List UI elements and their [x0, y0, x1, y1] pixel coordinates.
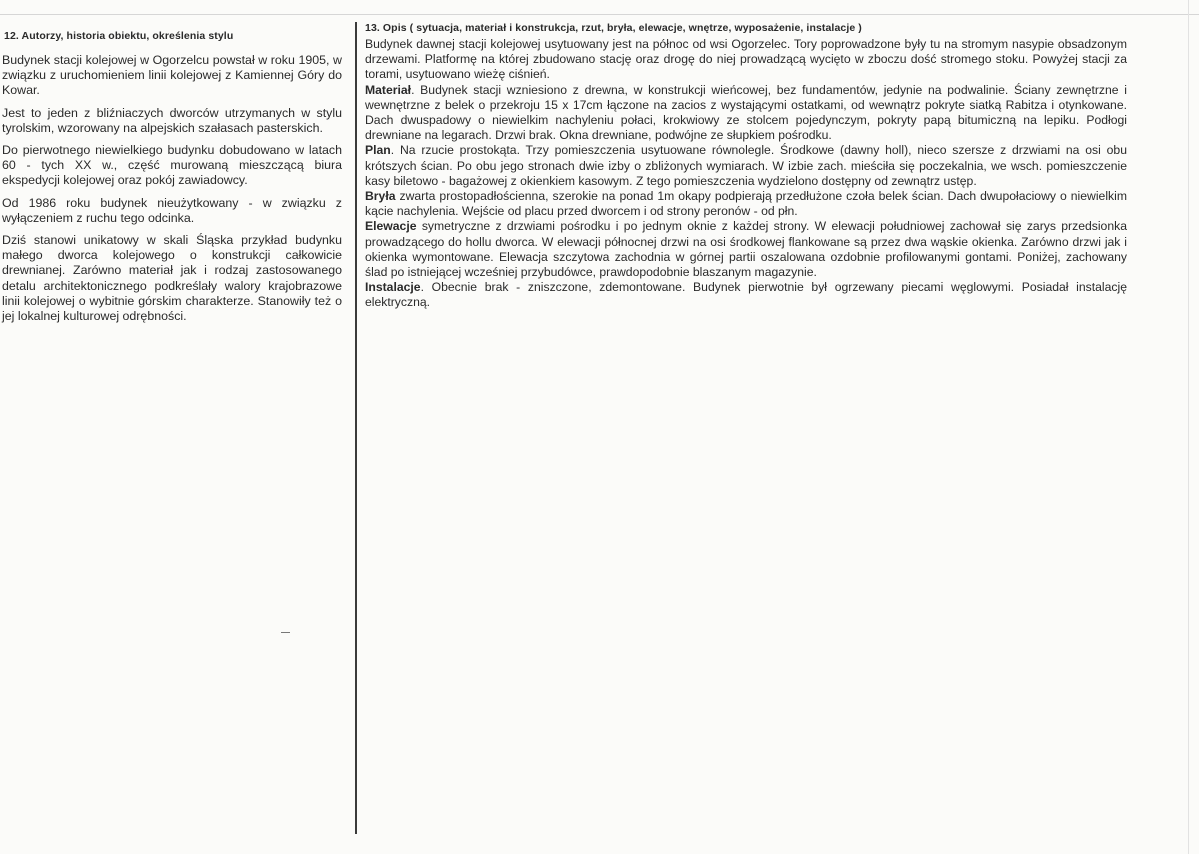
top-rule [0, 14, 1199, 15]
section-text: . Na rzucie prostokąta. Trzy pomieszczenia usytuowane równolegle. Środkowe (dawny holl), nieco szersze z drzwiami na osi obu krótszych ścian. Po obu jego stronach dwie izby o zbliżonych wymiarach. W izbie zach. mieściła się poczekalnia, we wsch. pomieszczenie kasy biletowo - bagażowej z okienkiem kasowym. Z tego pomieszczenia wydzielono dostępny od zewnątrz ustęp. [365, 143, 1127, 188]
history-heading: 12. Autorzy, historia obiektu, określenia stylu [4, 30, 234, 42]
section-label: Bryła [365, 189, 396, 204]
history-paragraph-5: Dziś stanowi unikatowy w skali Śląska przykład budynku małego dworca kolejowego o konstrukcji całkowicie drewnianej. Zarówno materiał jak i rodzaj zastosowanego detalu architektonicznego podkreślały walory krajobrazowe linii kolejowej o wybitnie górskim charakterze. Stanowiły też o jej lokalnej kulturowej odrębności. [2, 233, 342, 324]
section-text: zwarta prostopadłościenna, szerokie na ponad 1m okapy podpierają przedłużone czoła belek ścian. Dach dwupołaciowy o niewielkim kącie nachylenia. Wejście od placu przed dworcem i od strony peronów - od płn. [365, 189, 1127, 219]
history-paragraph-3: Do pierwotnego niewielkiego budynku dobudowano w latach 60 - tych XX w., część murowaną mieszczącą biura ekspedycji kolejowej oraz pokój zawiadowcy. [2, 143, 342, 188]
history-paragraph-2: Jest to jeden z bliźniaczych dworców utrzymanych w stylu tyrolskim, wzorowany na alpejskich szałasach pasterskich. [2, 105, 342, 135]
section-installations [365, 280, 1127, 310]
history-paragraph-4: Od 1986 roku budynek nieużytkowany - w związku z wyłączeniem z ruchu tego odcinka. [2, 195, 342, 225]
section-text: symetryczne z drzwiami pośrodku i po jednym oknie z każdej strony. W elewacji południowej zachował się zarys przedsionka prowadzącego do hollu dworca. W elewacji północnej drzwi na osi środkowej flankowane są przez dwa wąskie okienka. Zarówno drzwi jak i okienka wymontowane. Elewacja szczytowa zachodnia w górnej partii oszalowana ozdobnie profilowanymi gontami. Poniżej, zachowany ślad po istniejącej wcześniej przybudówce, prawdopodobnie blaszanym magazynie. [365, 219, 1127, 280]
section-elevations [365, 219, 1127, 280]
section-label: Instalacje [365, 280, 421, 295]
description-intro: Budynek dawnej stacji kolejowej usytuowany jest na północ od wsi Ogorzelec. Tory poprowadzone były tu na stromym nasypie obsadzonym drzewami. Platformę na której zbudowano stację oraz drogę do niej prowadzącą wycięto w zboczu dość stromego stoku. Powyżej stacji za torami, usytuowano wieżę ciśnień. [365, 37, 1127, 82]
description-column [365, 22, 1127, 311]
section-text: . Obecnie brak - zniszczone, zdemontowane. Budynek pierwotnie był ogrzewany piecami węglowymi. Posiadał instalację elektryczną. [365, 280, 1127, 310]
section-label: Materiał [365, 82, 412, 97]
section-plan [365, 143, 1127, 189]
history-paragraph-1: Budynek stacji kolejowej w Ogorzelcu powstał w roku 1905, w związku z uruchomieniem linii kolejowej z Kamiennej Góry do Kowar. [2, 53, 342, 98]
section-material [365, 83, 1127, 144]
history-column [2, 30, 342, 331]
right-edge-rule [1188, 0, 1189, 854]
stray-mark [281, 632, 290, 633]
section-label: Plan [365, 143, 391, 158]
description-heading: 13. Opis ( sytuacja, materiał i konstrukcja, rzut, bryła, elewacje, wnętrze, wyposażenie, instalacje ) [365, 22, 862, 34]
section-label: Elewacje [365, 219, 417, 234]
section-text: . Budynek stacji wzniesiono z drewna, w konstrukcji wieńcowej, bez fundamentów, jedynie na podwalinie. Ściany zewnętrzne i wewnętrzne z belek o przekroju 15 x 17cm łączone na zacios z wystającymi ostatkami, od wewnątrz pokryte siatką Rabitza i otynkowane. Dach dwuspadowy o niewielkim nachyleniu połaci, krokwiowy ze stolcem pojedynczym, pokryty papą bitumiczną na lepiku. Podłogi drewniane na legarach. Drzwi brak. Okna drewniane, podwójne ze słupkiem pośrodku. [365, 82, 1127, 143]
section-massing [365, 189, 1127, 219]
column-divider [355, 22, 357, 834]
